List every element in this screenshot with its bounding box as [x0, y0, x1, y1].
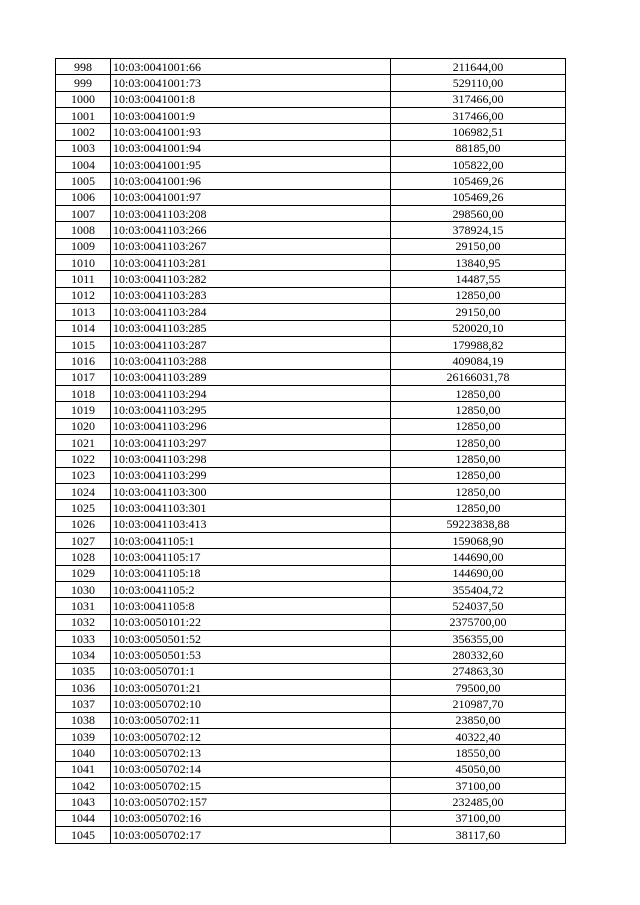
- row-number-cell: 1002: [56, 124, 111, 140]
- value-cell: 179988,82: [391, 336, 566, 352]
- row-number-cell: 1044: [56, 810, 111, 826]
- data-table: [55, 58, 566, 844]
- cadastral-number-cell: 10:03:0041103:413: [111, 516, 391, 532]
- table-row: [56, 778, 566, 794]
- row-number-cell: 1045: [56, 827, 111, 843]
- table-row: [56, 140, 566, 156]
- table-row: [56, 483, 566, 499]
- cadastral-number-cell: 10:03:0041103:281: [111, 255, 391, 271]
- cadastral-number-cell: 10:03:0041001:73: [111, 75, 391, 91]
- table-row: [56, 532, 566, 548]
- cadastral-number-cell: 10:03:0050101:22: [111, 614, 391, 630]
- row-number-cell: 1027: [56, 532, 111, 548]
- table-row: [56, 336, 566, 352]
- value-cell: 378924,15: [391, 222, 566, 238]
- cadastral-number-cell: 10:03:0050702:13: [111, 745, 391, 761]
- value-cell: 274863,30: [391, 663, 566, 679]
- row-number-cell: 1018: [56, 385, 111, 401]
- value-cell: 409084,19: [391, 353, 566, 369]
- row-number-cell: 1038: [56, 712, 111, 728]
- row-number-cell: 1017: [56, 369, 111, 385]
- table-row: [56, 761, 566, 777]
- value-cell: 144690,00: [391, 565, 566, 581]
- table-row: [56, 157, 566, 173]
- value-cell: 45050,00: [391, 761, 566, 777]
- cadastral-number-cell: 10:03:0041103:285: [111, 320, 391, 336]
- value-cell: 88185,00: [391, 140, 566, 156]
- row-number-cell: 1010: [56, 255, 111, 271]
- row-number-cell: 1014: [56, 320, 111, 336]
- cadastral-number-cell: 10:03:0050501:52: [111, 631, 391, 647]
- cadastral-number-cell: 10:03:0050702:17: [111, 827, 391, 843]
- row-number-cell: 1028: [56, 549, 111, 565]
- row-number-cell: 1003: [56, 140, 111, 156]
- cadastral-number-cell: 10:03:0041103:289: [111, 369, 391, 385]
- row-number-cell: 1032: [56, 614, 111, 630]
- value-cell: 106982,51: [391, 124, 566, 140]
- row-number-cell: 1033: [56, 631, 111, 647]
- value-cell: 14487,55: [391, 271, 566, 287]
- table-row: [56, 745, 566, 761]
- table-row: [56, 549, 566, 565]
- table-row: [56, 402, 566, 418]
- cadastral-number-cell: 10:03:0041001:8: [111, 91, 391, 107]
- cadastral-number-cell: 10:03:0041103:301: [111, 500, 391, 516]
- row-number-cell: 1042: [56, 778, 111, 794]
- cadastral-number-cell: 10:03:0050702:11: [111, 712, 391, 728]
- table-row: [56, 434, 566, 450]
- value-cell: 12850,00: [391, 500, 566, 516]
- cadastral-number-cell: 10:03:0041103:299: [111, 467, 391, 483]
- cadastral-number-cell: 10:03:0041103:298: [111, 451, 391, 467]
- cadastral-number-cell: 10:03:0050702:157: [111, 794, 391, 810]
- data-table-container: [55, 58, 566, 844]
- table-row: [56, 222, 566, 238]
- value-cell: 524037,50: [391, 598, 566, 614]
- value-cell: 2375700,00: [391, 614, 566, 630]
- table-row: [56, 418, 566, 434]
- value-cell: 280332,60: [391, 647, 566, 663]
- cadastral-number-cell: 10:03:0041105:8: [111, 598, 391, 614]
- value-cell: 317466,00: [391, 91, 566, 107]
- table-row: [56, 255, 566, 271]
- row-number-cell: 1015: [56, 336, 111, 352]
- value-cell: 12850,00: [391, 385, 566, 401]
- value-cell: 356355,00: [391, 631, 566, 647]
- value-cell: 59223838,88: [391, 516, 566, 532]
- table-row: [56, 385, 566, 401]
- value-cell: 29150,00: [391, 238, 566, 254]
- row-number-cell: 1009: [56, 238, 111, 254]
- row-number-cell: 1012: [56, 287, 111, 303]
- value-cell: 79500,00: [391, 680, 566, 696]
- table-row: [56, 287, 566, 303]
- cadastral-number-cell: 10:03:0041103:284: [111, 304, 391, 320]
- cadastral-number-cell: 10:03:0041001:9: [111, 108, 391, 124]
- row-number-cell: 1013: [56, 304, 111, 320]
- table-row: [56, 206, 566, 222]
- table-row: [56, 124, 566, 140]
- cadastral-number-cell: 10:03:0041105:18: [111, 565, 391, 581]
- value-cell: 37100,00: [391, 778, 566, 794]
- value-cell: 29150,00: [391, 304, 566, 320]
- value-cell: 159068,90: [391, 532, 566, 548]
- cadastral-number-cell: 10:03:0041001:97: [111, 189, 391, 205]
- cadastral-number-cell: 10:03:0041001:95: [111, 157, 391, 173]
- cadastral-number-cell: 10:03:0050702:10: [111, 696, 391, 712]
- value-cell: 13840,95: [391, 255, 566, 271]
- row-number-cell: 1041: [56, 761, 111, 777]
- row-number-cell: 1001: [56, 108, 111, 124]
- table-row: [56, 582, 566, 598]
- table-row: [56, 647, 566, 663]
- table-row: [56, 320, 566, 336]
- value-cell: 105822,00: [391, 157, 566, 173]
- cadastral-number-cell: 10:03:0041103:295: [111, 402, 391, 418]
- cadastral-number-cell: 10:03:0050501:53: [111, 647, 391, 663]
- value-cell: 105469,26: [391, 189, 566, 205]
- table-row: [56, 598, 566, 614]
- row-number-cell: 1031: [56, 598, 111, 614]
- table-row: [56, 108, 566, 124]
- cadastral-number-cell: 10:03:0041103:294: [111, 385, 391, 401]
- value-cell: 105469,26: [391, 173, 566, 189]
- cadastral-number-cell: 10:03:0041103:267: [111, 238, 391, 254]
- table-row: [56, 238, 566, 254]
- row-number-cell: 1007: [56, 206, 111, 222]
- row-number-cell: 1035: [56, 663, 111, 679]
- value-cell: 12850,00: [391, 402, 566, 418]
- value-cell: 40322,40: [391, 729, 566, 745]
- row-number-cell: 1023: [56, 467, 111, 483]
- value-cell: 12850,00: [391, 451, 566, 467]
- table-row: [56, 369, 566, 385]
- row-number-cell: 1016: [56, 353, 111, 369]
- table-row: [56, 614, 566, 630]
- value-cell: 210987,70: [391, 696, 566, 712]
- table-row: [56, 75, 566, 91]
- table-row: [56, 696, 566, 712]
- cadastral-number-cell: 10:03:0041103:208: [111, 206, 391, 222]
- row-number-cell: 1021: [56, 434, 111, 450]
- table-body: [56, 59, 566, 844]
- value-cell: 38117,60: [391, 827, 566, 843]
- row-number-cell: 999: [56, 75, 111, 91]
- cadastral-number-cell: 10:03:0041105:1: [111, 532, 391, 548]
- row-number-cell: 1004: [56, 157, 111, 173]
- row-number-cell: 1043: [56, 794, 111, 810]
- cadastral-number-cell: 10:03:0041001:93: [111, 124, 391, 140]
- row-number-cell: 1034: [56, 647, 111, 663]
- value-cell: 144690,00: [391, 549, 566, 565]
- table-row: [56, 827, 566, 843]
- table-row: [56, 500, 566, 516]
- row-number-cell: 1005: [56, 173, 111, 189]
- value-cell: 529110,00: [391, 75, 566, 91]
- cadastral-number-cell: 10:03:0041103:287: [111, 336, 391, 352]
- table-row: [56, 451, 566, 467]
- cadastral-number-cell: 10:03:0050702:16: [111, 810, 391, 826]
- row-number-cell: 1020: [56, 418, 111, 434]
- table-row: [56, 467, 566, 483]
- table-row: [56, 680, 566, 696]
- table-row: [56, 189, 566, 205]
- row-number-cell: 1029: [56, 565, 111, 581]
- row-number-cell: 1026: [56, 516, 111, 532]
- value-cell: 23850,00: [391, 712, 566, 728]
- cadastral-number-cell: 10:03:0041103:300: [111, 483, 391, 499]
- row-number-cell: 1022: [56, 451, 111, 467]
- value-cell: 520020,10: [391, 320, 566, 336]
- row-number-cell: 1025: [56, 500, 111, 516]
- row-number-cell: 1036: [56, 680, 111, 696]
- table-row: [56, 353, 566, 369]
- table-row: [56, 173, 566, 189]
- value-cell: 211644,00: [391, 59, 566, 75]
- cadastral-number-cell: 10:03:0041103:288: [111, 353, 391, 369]
- cadastral-number-cell: 10:03:0041001:66: [111, 59, 391, 75]
- cadastral-number-cell: 10:03:0041105:2: [111, 582, 391, 598]
- cadastral-number-cell: 10:03:0041103:297: [111, 434, 391, 450]
- row-number-cell: 1040: [56, 745, 111, 761]
- cadastral-number-cell: 10:03:0041001:94: [111, 140, 391, 156]
- cadastral-number-cell: 10:03:0041103:266: [111, 222, 391, 238]
- value-cell: 12850,00: [391, 434, 566, 450]
- cadastral-number-cell: 10:03:0050702:15: [111, 778, 391, 794]
- table-row: [56, 810, 566, 826]
- cadastral-number-cell: 10:03:0050702:14: [111, 761, 391, 777]
- row-number-cell: 1024: [56, 483, 111, 499]
- value-cell: 317466,00: [391, 108, 566, 124]
- value-cell: 355404,72: [391, 582, 566, 598]
- table-row: [56, 794, 566, 810]
- row-number-cell: 1037: [56, 696, 111, 712]
- row-number-cell: 1000: [56, 91, 111, 107]
- row-number-cell: 998: [56, 59, 111, 75]
- table-row: [56, 516, 566, 532]
- cadastral-number-cell: 10:03:0041001:96: [111, 173, 391, 189]
- cadastral-number-cell: 10:03:0041103:296: [111, 418, 391, 434]
- row-number-cell: 1039: [56, 729, 111, 745]
- cadastral-number-cell: 10:03:0041103:283: [111, 287, 391, 303]
- row-number-cell: 1019: [56, 402, 111, 418]
- table-row: [56, 565, 566, 581]
- value-cell: 12850,00: [391, 418, 566, 434]
- value-cell: 37100,00: [391, 810, 566, 826]
- row-number-cell: 1006: [56, 189, 111, 205]
- row-number-cell: 1008: [56, 222, 111, 238]
- cadastral-number-cell: 10:03:0041103:282: [111, 271, 391, 287]
- row-number-cell: 1030: [56, 582, 111, 598]
- table-row: [56, 59, 566, 75]
- table-row: [56, 631, 566, 647]
- table-row: [56, 663, 566, 679]
- cadastral-number-cell: 10:03:0050701:1: [111, 663, 391, 679]
- value-cell: 26166031,78: [391, 369, 566, 385]
- table-row: [56, 712, 566, 728]
- value-cell: 12850,00: [391, 483, 566, 499]
- value-cell: 12850,00: [391, 287, 566, 303]
- table-row: [56, 271, 566, 287]
- row-number-cell: 1011: [56, 271, 111, 287]
- value-cell: 18550,00: [391, 745, 566, 761]
- cadastral-number-cell: 10:03:0050702:12: [111, 729, 391, 745]
- cadastral-number-cell: 10:03:0050701:21: [111, 680, 391, 696]
- value-cell: 298560,00: [391, 206, 566, 222]
- value-cell: 12850,00: [391, 467, 566, 483]
- table-row: [56, 304, 566, 320]
- table-row: [56, 91, 566, 107]
- cadastral-number-cell: 10:03:0041105:17: [111, 549, 391, 565]
- table-row: [56, 729, 566, 745]
- value-cell: 232485,00: [391, 794, 566, 810]
